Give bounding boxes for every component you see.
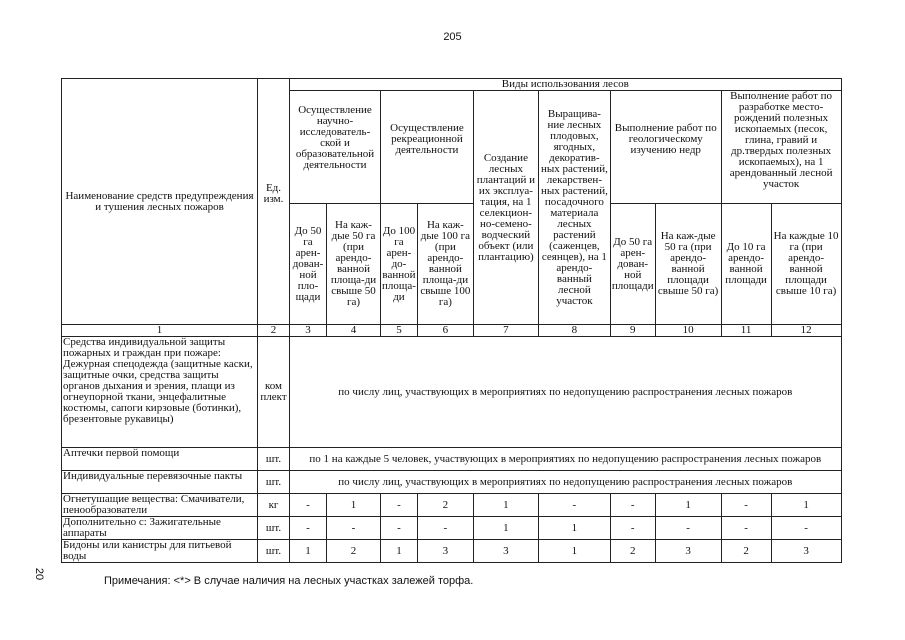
header-col-6: На каж-дые 100 га (при арендо-ванной площа-ди свыше 100 га) [417,204,473,325]
cell: - [721,494,771,517]
table-row [62,517,842,540]
header-col-10: На каж-дые 50 га (при арендо-ванной площади свыше 50 га) [655,204,721,325]
cell: 1 [655,494,721,517]
cell: - [290,517,327,540]
header-col-5: До 100 га арен-до-ванной площа-ди [381,204,418,325]
header-col-12: На каждые 10 га (при арендо-ванной площади свыше 10 га) [771,204,841,325]
header-col-9: До 50 га арен-дован-ной площади [610,204,655,325]
page-number: 205 [443,31,462,43]
cell: 1 [290,540,327,563]
cell: - [610,517,655,540]
row-unit: шт. [258,517,290,540]
row-name: Огнетушащие вещества: Смачиватели, пенообразователи [62,494,258,517]
cell: - [381,517,418,540]
col-number: 5 [381,325,418,337]
col-number: 11 [721,325,771,337]
col-number: 10 [655,325,721,337]
table-row [62,471,842,494]
row-name: Дополнительно с: Зажигательные аппараты [62,517,258,540]
cell: - [327,517,381,540]
cell: 2 [610,540,655,563]
table-row [62,337,842,448]
cell: 2 [721,540,771,563]
header-recreation: Осуществление рекреационной деятельности [381,91,474,204]
header-col-11: До 10 га арендо-ванной площади [721,204,771,325]
cell: - [290,494,327,517]
cell: 1 [381,540,418,563]
side-page-number: 20 [33,567,46,581]
header-plantations: Создание лесных плантаций и их эксплуа-тация, на 1 селекцион-но-семено-водческий объект (или плантацию) [473,91,538,325]
col-number: 4 [327,325,381,337]
header-col-4: На каж-дые 50 га (при арендо-ванной площа-ди свыше 50 га) [327,204,381,325]
cell: - [655,517,721,540]
footnote: Примечания: <*> В случае наличия на лесных участках залежей торфа. [104,575,474,587]
header-unit: Ед. изм. [258,79,290,325]
header-growing: Выращива-ние лесных плодовых, ягодных, декоратив-ных растений, лекарствен-ных растений, посадочного материала лесных растений (саженцев, сеянцев), на 1 арендо-ванный лесной участок [538,91,610,325]
header-mining: Выполнение работ по разработке место-рождений полезных ископаемых (песок, глина, гравий и др.твердых полезных ископаемых), на 1 арендованный лесной участок [721,91,841,204]
row-unit: шт. [258,448,290,471]
cell: 3 [771,540,841,563]
cell: 3 [473,540,538,563]
row-name: Бидоны или канистры для питьевой воды [62,540,258,563]
row-span-value: по числу лиц, участвующих в мероприятиях по недопущению распространения лесных пожаров [290,471,842,494]
row-unit: шт. [258,540,290,563]
cell: - [771,517,841,540]
cell: - [381,494,418,517]
cell: - [610,494,655,517]
cell: 1 [327,494,381,517]
row-span-value: по числу лиц, участвующих в мероприятиях по недопущению распространения лесных пожаров [290,337,842,448]
cell: 1 [538,517,610,540]
col-number: 12 [771,325,841,337]
row-name: Индивидуальные перевязочные пакты [62,471,258,494]
cell: 1 [473,494,538,517]
col-number: 8 [538,325,610,337]
row-unit: шт. [258,471,290,494]
row-name: Средства индивидуальной защиты пожарных и граждан при пожаре: Дежурная спецодежда (защитные каски, защитные очки, средства защиты органов дыхания и зрения, плащи из огнеупорной ткани, энцефалитные костюмы, сапоги кирзовые (ботинки), брезентовые рукавицы) [62,337,258,448]
col-number: 9 [610,325,655,337]
fire-equipment-table [61,78,842,563]
header-name: Наименование средств предупреждения и тушения лесных пожаров [62,79,258,325]
cell: 1 [473,517,538,540]
header-group: Виды использования лесов [290,79,842,91]
cell: - [538,494,610,517]
row-unit: ком плект [258,337,290,448]
header-science: Осуществление научно-исследователь-ской и образовательной деятельности [290,91,381,204]
cell: - [417,517,473,540]
cell: 2 [417,494,473,517]
cell: 3 [417,540,473,563]
cell: - [721,517,771,540]
row-span-value: по 1 на каждые 5 человек, участвующих в мероприятиях по недопущению распространения лесных пожаров [290,448,842,471]
col-number: 7 [473,325,538,337]
row-name: Аптечки первой помощи [62,448,258,471]
col-number: 2 [258,325,290,337]
cell: 1 [538,540,610,563]
table-row [62,448,842,471]
column-numbers-row [62,325,842,337]
header-col-3: До 50 га арен-дован-ной пло-щади [290,204,327,325]
col-number: 1 [62,325,258,337]
col-number: 6 [417,325,473,337]
row-unit: кг [258,494,290,517]
cell: 2 [327,540,381,563]
table-row [62,494,842,517]
cell: 3 [655,540,721,563]
header-geology: Выполнение работ по геологическому изучению недр [610,91,721,204]
col-number: 3 [290,325,327,337]
cell: 1 [771,494,841,517]
table-row [62,540,842,563]
